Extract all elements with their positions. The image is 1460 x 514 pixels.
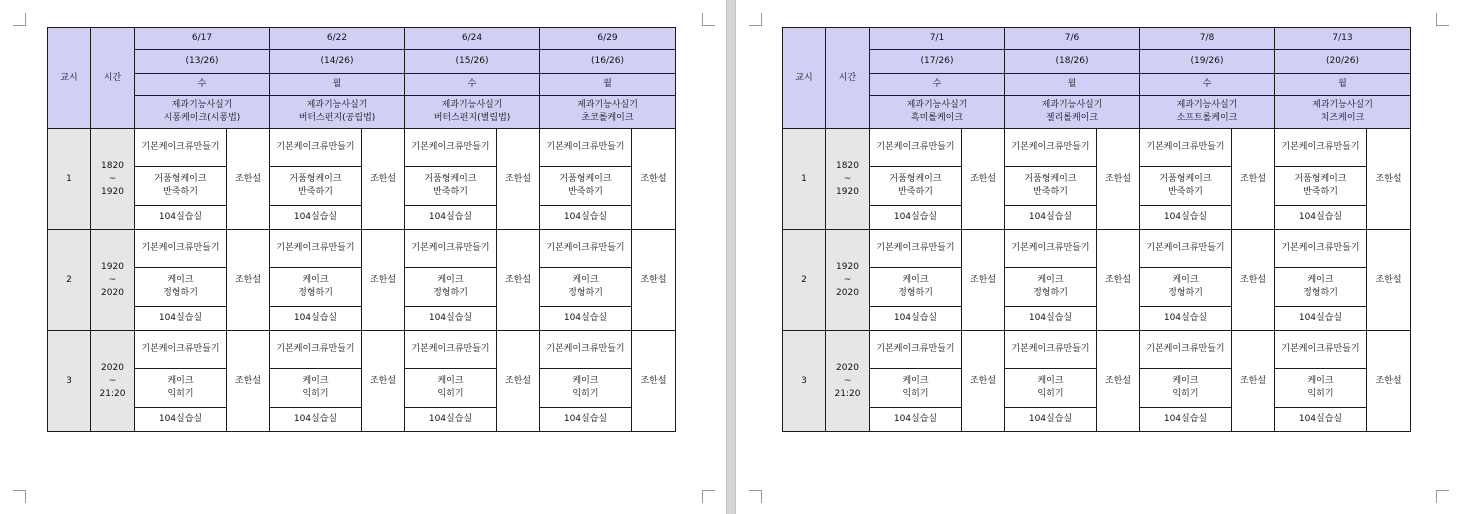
task-line-2: 반죽하기: [568, 187, 603, 197]
task-line-1: 거품형케이크: [424, 174, 477, 184]
day-date: 6/29: [540, 28, 676, 50]
task-line-1: 케이크: [572, 376, 599, 386]
unit-cell: 기본케이크류만들기: [1005, 230, 1097, 268]
task-line-2: 반죽하기: [1033, 187, 1068, 197]
task-line-2: 반죽하기: [1168, 187, 1203, 197]
day-date: 6/22: [270, 28, 405, 50]
teacher-cell: 조한설: [962, 129, 1005, 230]
day-dow: 월: [1005, 74, 1140, 96]
task-line-1: 케이크: [1172, 376, 1199, 386]
room-cell: 104실습실: [270, 408, 362, 432]
task-line-2: 익히기: [302, 389, 329, 399]
period-time-end: 21:20: [99, 388, 126, 399]
period-time-tilde: ~: [843, 274, 852, 285]
day-subject: [405, 96, 540, 129]
unit-cell: 기본케이크류만들기: [1275, 129, 1367, 167]
day-dow: 월: [1275, 74, 1411, 96]
day-seq: (18/26): [1005, 50, 1140, 74]
task-cell: [1005, 369, 1097, 408]
unit-cell: 기본케이크류만들기: [270, 129, 362, 167]
task-line-1: 케이크: [1307, 275, 1334, 285]
unit-cell: 기본케이크류만들기: [405, 230, 497, 268]
period-time-start: 2020: [836, 362, 859, 373]
period-time: [91, 129, 135, 230]
period-time: [826, 230, 870, 331]
task-cell: [1275, 167, 1367, 206]
day-seq: (19/26): [1140, 50, 1275, 74]
teacher-cell: 조한설: [1232, 129, 1275, 230]
header-period: 교시: [783, 28, 826, 129]
task-cell: [540, 369, 632, 408]
room-cell: 104실습실: [1275, 206, 1367, 230]
room-cell: 104실습실: [405, 408, 497, 432]
task-line-2: 반죽하기: [298, 187, 333, 197]
page-2-corner-top-right: [1436, 13, 1449, 26]
unit-cell: 기본케이크류만들기: [135, 331, 227, 369]
teacher-cell: 조한설: [1367, 230, 1411, 331]
schedule-table-page-2: [782, 27, 1411, 432]
task-line-1: 케이크: [902, 376, 929, 386]
room-cell: 104실습실: [870, 206, 962, 230]
task-line-2: 반죽하기: [163, 187, 198, 197]
unit-cell: 기본케이크류만들기: [135, 129, 227, 167]
unit-cell: 기본케이크류만들기: [870, 129, 962, 167]
day-date: 6/17: [135, 28, 270, 50]
day-subject-detail: 소프트롤케이크: [1176, 113, 1238, 123]
task-line-1: 거품형케이크: [154, 174, 207, 184]
teacher-cell: 조한설: [362, 230, 405, 331]
task-cell: [1005, 167, 1097, 206]
task-line-2: 정형하기: [1168, 288, 1203, 298]
page-gap: [726, 0, 736, 514]
period-number: 1: [783, 129, 826, 230]
period-number: 3: [48, 331, 91, 432]
day-seq: (14/26): [270, 50, 405, 74]
room-cell: 104실습실: [1005, 307, 1097, 331]
unit-cell: 기본케이크류만들기: [540, 331, 632, 369]
task-line-2: 정형하기: [298, 288, 333, 298]
period-time: [826, 129, 870, 230]
day-subject-title: 제과기능사실기: [1041, 100, 1103, 110]
unit-cell: 기본케이크류만들기: [1140, 331, 1232, 369]
room-cell: 104실습실: [540, 307, 632, 331]
day-subject-title: 제과기능사실기: [306, 100, 368, 110]
teacher-cell: 조한설: [227, 129, 270, 230]
room-cell: 104실습실: [1005, 408, 1097, 432]
day-subject-detail: 초코롤케이크: [581, 113, 634, 123]
task-line-2: 정형하기: [163, 288, 198, 298]
room-cell: 104실습실: [135, 206, 227, 230]
task-cell: [135, 167, 227, 206]
task-line-2: 정형하기: [433, 288, 468, 298]
day-subject: [1140, 96, 1275, 129]
day-date: 7/6: [1005, 28, 1140, 50]
schedule-table-page-1: [47, 27, 676, 432]
task-line-1: 거품형케이크: [289, 174, 342, 184]
task-line-2: 반죽하기: [898, 187, 933, 197]
task-cell: [270, 268, 362, 307]
period-time-tilde: ~: [108, 375, 117, 386]
day-subject-detail: 젤리롤케이크: [1045, 113, 1099, 123]
page-2: [736, 0, 1460, 514]
room-cell: 104실습실: [1005, 206, 1097, 230]
unit-cell: 기본케이크류만들기: [1275, 331, 1367, 369]
task-cell: [405, 167, 497, 206]
page-2-corner-top-left: [749, 13, 762, 26]
period-time-start: 1820: [101, 160, 124, 171]
task-line-1: 케이크: [572, 275, 599, 285]
page-1-corner-bottom-right: [702, 490, 715, 503]
task-cell: [540, 167, 632, 206]
page-1-corner-top-left: [13, 13, 26, 26]
task-line-1: 케이크: [302, 275, 329, 285]
room-cell: 104실습실: [1140, 206, 1232, 230]
task-line-1: 케이크: [1037, 275, 1064, 285]
room-cell: 104실습실: [135, 408, 227, 432]
day-dow: 수: [870, 74, 1005, 96]
day-dow: 수: [405, 74, 540, 96]
room-cell: 104실습실: [870, 408, 962, 432]
teacher-cell: 조한설: [1097, 230, 1140, 331]
task-line-2: 익히기: [902, 389, 929, 399]
room-cell: 104실습실: [405, 307, 497, 331]
task-line-2: 정형하기: [1303, 288, 1338, 298]
period-number: 3: [783, 331, 826, 432]
page-1-corner-bottom-left: [13, 490, 26, 503]
page-1: [0, 0, 726, 514]
unit-cell: 기본케이크류만들기: [870, 331, 962, 369]
room-cell: 104실습실: [270, 307, 362, 331]
task-cell: [540, 268, 632, 307]
page-2-corner-bottom-left: [749, 490, 762, 503]
day-subject: [870, 96, 1005, 129]
day-seq: (13/26): [135, 50, 270, 74]
day-subject: [1275, 96, 1411, 129]
task-line-2: 익히기: [1307, 389, 1334, 399]
unit-cell: 기본케이크류만들기: [1275, 230, 1367, 268]
day-seq: (15/26): [405, 50, 540, 74]
teacher-cell: 조한설: [1232, 331, 1275, 432]
task-line-1: 케이크: [167, 376, 194, 386]
unit-cell: 기본케이크류만들기: [540, 230, 632, 268]
day-seq: (20/26): [1275, 50, 1411, 74]
room-cell: 104실습실: [135, 307, 227, 331]
day-seq: (16/26): [540, 50, 676, 74]
task-cell: [870, 268, 962, 307]
unit-cell: 기본케이크류만들기: [270, 230, 362, 268]
task-line-1: 거품형케이크: [1294, 174, 1347, 184]
task-line-1: 케이크: [437, 376, 464, 386]
period-time: [826, 331, 870, 432]
task-line-1: 거품형케이크: [889, 174, 942, 184]
header-period: 교시: [48, 28, 91, 129]
day-seq: (17/26): [870, 50, 1005, 74]
unit-cell: 기본케이크류만들기: [1140, 129, 1232, 167]
room-cell: 104실습실: [405, 206, 497, 230]
day-subject-title: 제과기능사실기: [1312, 100, 1373, 110]
task-line-1: 거품형케이크: [1159, 174, 1212, 184]
task-cell: [1140, 369, 1232, 408]
period-time-end: 1920: [101, 186, 124, 197]
day-subject-detail: 버터스펀지(공립법): [298, 113, 376, 123]
day-subject: [135, 96, 270, 129]
teacher-cell: 조한설: [1367, 129, 1411, 230]
teacher-cell: 조한설: [1232, 230, 1275, 331]
teacher-cell: 조한설: [632, 331, 676, 432]
header-time: 시간: [91, 28, 135, 129]
teacher-cell: 조한설: [632, 129, 676, 230]
room-cell: 104실습실: [540, 408, 632, 432]
day-subject: [270, 96, 405, 129]
task-line-2: 익히기: [1172, 389, 1199, 399]
unit-cell: 기본케이크류만들기: [1005, 129, 1097, 167]
day-subject-title: 제과기능사실기: [906, 100, 968, 110]
period-number: 2: [783, 230, 826, 331]
period-time-end: 2020: [836, 287, 859, 298]
unit-cell: 기본케이크류만들기: [1140, 230, 1232, 268]
task-cell: [135, 268, 227, 307]
period-time-tilde: ~: [108, 173, 117, 184]
teacher-cell: 조한설: [632, 230, 676, 331]
room-cell: 104실습실: [1275, 307, 1367, 331]
period-time-start: 1920: [101, 261, 124, 272]
task-line-2: 익히기: [437, 389, 464, 399]
period-number: 2: [48, 230, 91, 331]
task-line-1: 케이크: [1172, 275, 1199, 285]
teacher-cell: 조한설: [1097, 129, 1140, 230]
teacher-cell: 조한설: [497, 230, 540, 331]
task-line-1: 거품형케이크: [1024, 174, 1077, 184]
task-line-2: 정형하기: [568, 288, 603, 298]
day-subject-detail: 시퐁케이크(시퐁법): [163, 113, 241, 123]
task-line-1: 케이크: [437, 275, 464, 285]
day-dow: 월: [540, 74, 676, 96]
unit-cell: 기본케이크류만들기: [270, 331, 362, 369]
day-subject-title: 제과기능사실기: [1176, 100, 1238, 110]
room-cell: 104실습실: [870, 307, 962, 331]
task-cell: [1005, 268, 1097, 307]
task-cell: [1275, 268, 1367, 307]
task-line-2: 정형하기: [898, 288, 933, 298]
task-line-1: 케이크: [902, 275, 929, 285]
teacher-cell: 조한설: [227, 331, 270, 432]
day-subject-detail: 치즈케이크: [1320, 113, 1365, 123]
day-subject: [540, 96, 676, 129]
header-time: 시간: [826, 28, 870, 129]
teacher-cell: 조한설: [497, 331, 540, 432]
task-cell: [1140, 268, 1232, 307]
task-cell: [1140, 167, 1232, 206]
day-dow: 수: [1140, 74, 1275, 96]
teacher-cell: 조한설: [497, 129, 540, 230]
teacher-cell: 조한설: [227, 230, 270, 331]
day-dow: 월: [270, 74, 405, 96]
day-subject: [1005, 96, 1140, 129]
task-cell: [1275, 369, 1367, 408]
room-cell: 104실습실: [1140, 307, 1232, 331]
task-line-2: 반죽하기: [1303, 187, 1338, 197]
period-number: 1: [48, 129, 91, 230]
unit-cell: 기본케이크류만들기: [405, 331, 497, 369]
day-subject-detail: 버터스펀지(별립법): [433, 113, 511, 123]
period-time: [91, 331, 135, 432]
task-cell: [405, 369, 497, 408]
unit-cell: 기본케이크류만들기: [540, 129, 632, 167]
room-cell: 104실습실: [540, 206, 632, 230]
day-subject-title: 제과기능사실기: [577, 100, 638, 110]
task-line-1: 거품형케이크: [559, 174, 612, 184]
task-line-2: 익히기: [1037, 389, 1064, 399]
task-line-2: 익히기: [572, 389, 599, 399]
teacher-cell: 조한설: [1367, 331, 1411, 432]
task-cell: [405, 268, 497, 307]
day-date: 7/1: [870, 28, 1005, 50]
period-time-tilde: ~: [843, 173, 852, 184]
task-cell: [870, 369, 962, 408]
task-line-2: 정형하기: [1033, 288, 1068, 298]
task-cell: [270, 167, 362, 206]
day-dow: 수: [135, 74, 270, 96]
teacher-cell: 조한설: [962, 331, 1005, 432]
period-time-start: 1920: [836, 261, 859, 272]
period-time-start: 2020: [101, 362, 124, 373]
task-cell: [270, 369, 362, 408]
teacher-cell: 조한설: [962, 230, 1005, 331]
room-cell: 104실습실: [1140, 408, 1232, 432]
teacher-cell: 조한설: [1097, 331, 1140, 432]
day-subject-title: 제과기능사실기: [441, 100, 503, 110]
period-time-tilde: ~: [843, 375, 852, 386]
period-time-end: 21:20: [834, 388, 861, 399]
page-1-corner-top-right: [702, 13, 715, 26]
unit-cell: 기본케이크류만들기: [405, 129, 497, 167]
period-time-start: 1820: [836, 160, 859, 171]
unit-cell: 기본케이크류만들기: [1005, 331, 1097, 369]
day-subject-title: 제과기능사실기: [171, 100, 233, 110]
task-line-1: 케이크: [1037, 376, 1064, 386]
task-cell: [870, 167, 962, 206]
task-line-1: 케이크: [1307, 376, 1334, 386]
task-line-2: 반죽하기: [433, 187, 468, 197]
unit-cell: 기본케이크류만들기: [870, 230, 962, 268]
period-time-end: 1920: [836, 186, 859, 197]
task-line-1: 케이크: [167, 275, 194, 285]
teacher-cell: 조한설: [362, 129, 405, 230]
teacher-cell: 조한설: [362, 331, 405, 432]
page-2-corner-bottom-right: [1436, 490, 1449, 503]
day-date: 7/13: [1275, 28, 1411, 50]
task-cell: [135, 369, 227, 408]
period-time: [91, 230, 135, 331]
room-cell: 104실습실: [270, 206, 362, 230]
period-time-end: 2020: [101, 287, 124, 298]
day-date: 7/8: [1140, 28, 1275, 50]
day-subject-detail: 흑미롤케이크: [910, 113, 964, 123]
unit-cell: 기본케이크류만들기: [135, 230, 227, 268]
task-line-2: 익히기: [167, 389, 194, 399]
period-time-tilde: ~: [108, 274, 117, 285]
day-date: 6/24: [405, 28, 540, 50]
task-line-1: 케이크: [302, 376, 329, 386]
room-cell: 104실습실: [1275, 408, 1367, 432]
